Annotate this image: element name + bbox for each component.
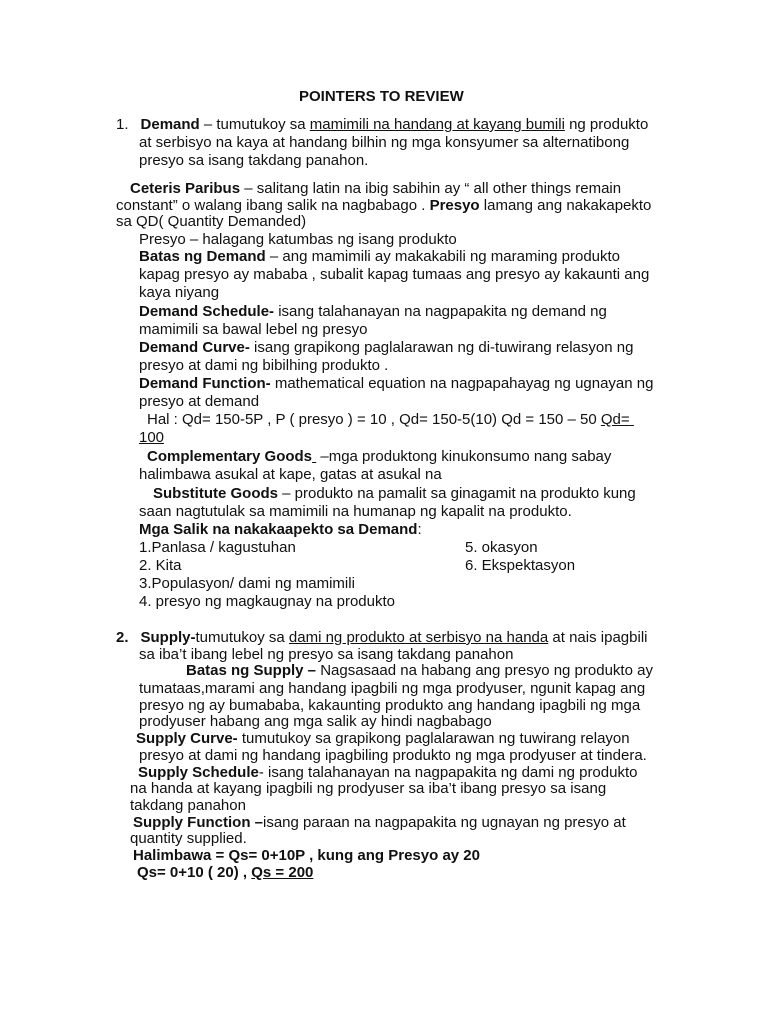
complementary-goods-line-1 — [147, 448, 611, 466]
batas-supply-term: Batas ng Supply – — [186, 662, 317, 679]
supply-text: tumutukoy sa — [195, 629, 289, 646]
substitute-goods-line-2: saan nagtutulak sa mamimili na humanap ng kapalit na produkto. — [139, 503, 572, 520]
salik-heading-text: Mga Salik na nakakaapekto sa Demand — [139, 521, 418, 538]
demand-example-underlined: Qd= — [600, 411, 630, 428]
batas-supply-text: Nagsasaad na habang ang presyo ng produkto ay — [316, 662, 653, 679]
demand-curve-term: Demand Curve- — [139, 339, 250, 356]
list-number-2: 2. — [116, 629, 129, 646]
demand-schedule-line-1 — [139, 303, 607, 321]
salik-item-1: 1.Panlasa / kagustuhan — [139, 539, 296, 556]
supply-curve-term: Supply Curve- — [136, 730, 238, 747]
demand-example-text: Hal : Qd= 150-5P , P ( presyo ) = 10 , Qd= 150-5(10) Qd = 150 – 50 — [147, 411, 601, 428]
supply-paragraph-line-1 — [116, 629, 647, 647]
batas-demand-text: – ang mamimili ay makakabili ng maraming produkto — [265, 248, 621, 265]
ceteris-text-c: lamang ang nakakapekto — [479, 197, 652, 214]
ceteris-paribus-line-1 — [130, 180, 621, 198]
salik-heading — [139, 521, 422, 539]
batas-supply-line-3: presyo ng ay bumababa, kakaunting produkto ang handang ipagbili ng mga — [139, 697, 641, 714]
list-number-1: 1. — [116, 116, 129, 133]
salik-item-4: 4. presyo ng magkaugnay na produkto — [139, 593, 396, 610]
supply-schedule-line-3: takdang panahon — [130, 797, 246, 814]
batas-demand-term: Batas ng Demand — [139, 248, 266, 265]
page-title: POINTERS TO REVIEW — [299, 88, 464, 105]
salik-item-6: 6. Ekspektasyon — [465, 557, 576, 574]
supply-example-line-1: Halimbawa = Qs= 0+10P , kung ang Presyo ay 20 — [133, 847, 480, 864]
batas-supply-line-2: tumataas,marami ang handang ipagbili ng mga prodyuser, ngunit kapag ang — [139, 680, 646, 697]
demand-example-result: 100 — [139, 429, 165, 446]
ceteris-text-a: constant” o walang ibang salik na nagbabago . — [116, 197, 430, 214]
batas-supply-line-1 — [186, 662, 653, 680]
supply-curve-text: tumutukoy sa grapikong paglalarawan ng tuwirang relayon — [237, 730, 630, 747]
supply-function-term: Supply Function – — [133, 814, 263, 831]
batas-demand-line-1 — [139, 248, 620, 266]
demand-function-term: Demand Function- — [139, 375, 271, 392]
substitute-goods-text: – produkto na pamalit sa ginagamit na produkto kung — [278, 485, 636, 502]
supply-term: Supply- — [140, 629, 196, 646]
supply-example-result: Qs = 200 — [251, 864, 314, 881]
supply-function-text: isang paraan na nagpapakita ng ugnayan ng presyo at — [263, 814, 626, 831]
supply-curve-line-1 — [136, 730, 630, 748]
demand-schedule-line-2: mamimili sa bawal lebel ng presyo — [139, 321, 368, 338]
salik-item-3: 3.Populasyon/ dami ng mamimili — [139, 575, 355, 592]
salik-item-2: 2. Kita — [139, 557, 182, 574]
demand-underlined-phrase: mamimili na handang at kayang bumili — [309, 116, 565, 133]
demand-function-line-1 — [139, 375, 653, 393]
demand-function-text: mathematical equation na nagpapahayag ng ugnayan ng — [270, 375, 654, 392]
supply-underlined-phrase: dami ng produkto at serbisyo na handa — [288, 629, 549, 646]
ceteris-paribus-line-3: sa QD( Quantity Demanded) — [116, 213, 307, 230]
complementary-goods-text: –mga produktong kinukonsumo nang sabay — [316, 448, 612, 465]
complementary-goods-term: Complementary Goods — [147, 448, 313, 465]
supply-paragraph-line-2: sa iba’t ibang lebel ng presyo sa isang takdang panahon — [139, 646, 514, 663]
demand-example-line-2 — [139, 429, 164, 447]
presyo-term: Presyo — [429, 197, 480, 214]
batas-demand-line-2: kapag presyo ay mababa , subalit kapag tumaas ang presyo ay kakaunti ang — [139, 266, 650, 283]
supply-example-computation: Qs= 0+10 ( 20) , — [137, 864, 252, 881]
complementary-goods-line-2: halimbawa asukal at kape, gatas at asukal na — [139, 466, 442, 483]
substitute-goods-line-1 — [153, 485, 636, 503]
supply-function-line-2: quantity supplied. — [130, 830, 247, 847]
supply-curve-line-2: presyo at dami ng handang ipagbiling produkto ng mga prodyuser at tindera. — [139, 747, 647, 764]
demand-function-line-2: presyo at demand — [139, 393, 260, 410]
demand-paragraph-line-3: presyo sa isang takdang panahon. — [139, 152, 369, 169]
demand-text: – tumutukoy sa — [199, 116, 310, 133]
demand-schedule-term: Demand Schedule- — [139, 303, 275, 320]
salik-heading-colon: : — [417, 521, 422, 538]
ceteris-paribus-term: Ceteris Paribus — [130, 180, 241, 197]
demand-example-line-1 — [147, 411, 634, 429]
supply-schedule-line-2: na handa at kayang ipagbili ng prodyuser sa iba’t ibang presyo sa isang — [130, 780, 607, 797]
supply-example-line-2 — [137, 864, 313, 882]
supply-schedule-term: Supply Schedule — [138, 764, 259, 781]
salik-item-5: 5. okasyon — [465, 539, 538, 556]
demand-curve-text: isang grapikong paglalarawan ng di-tuwirang relasyon ng — [249, 339, 634, 356]
demand-paragraph-line-2: at serbisyo na kaya at handang bilhin ng mga konsyumer sa alternatibong — [139, 134, 630, 151]
batas-demand-line-3: kaya niyang — [139, 284, 220, 301]
batas-supply-line-4: prodyuser habang ang mga salik ay hindi nagbabago — [139, 713, 492, 730]
substitute-goods-term: Substitute Goods — [153, 485, 278, 502]
demand-paragraph-line-1 — [116, 116, 648, 134]
demand-curve-line-2: presyo at dami ng bibilhing produkto . — [139, 357, 389, 374]
demand-text-end: ng produkto — [564, 116, 649, 133]
supply-schedule-text: - isang talahanayan na nagpapakita ng dami ng produkto — [258, 764, 638, 781]
supply-text-end: at nais ipagbili — [548, 629, 648, 646]
presyo-definition: Presyo – halagang katumbas ng isang produkto — [139, 231, 457, 248]
demand-term: Demand — [140, 116, 200, 133]
demand-curve-line-1 — [139, 339, 633, 357]
ceteris-paribus-text: – salitang latin na ibig sabihin ay “ all other things remain — [240, 180, 622, 197]
demand-schedule-text: isang talahanayan na nagpapakita ng demand ng — [274, 303, 607, 320]
